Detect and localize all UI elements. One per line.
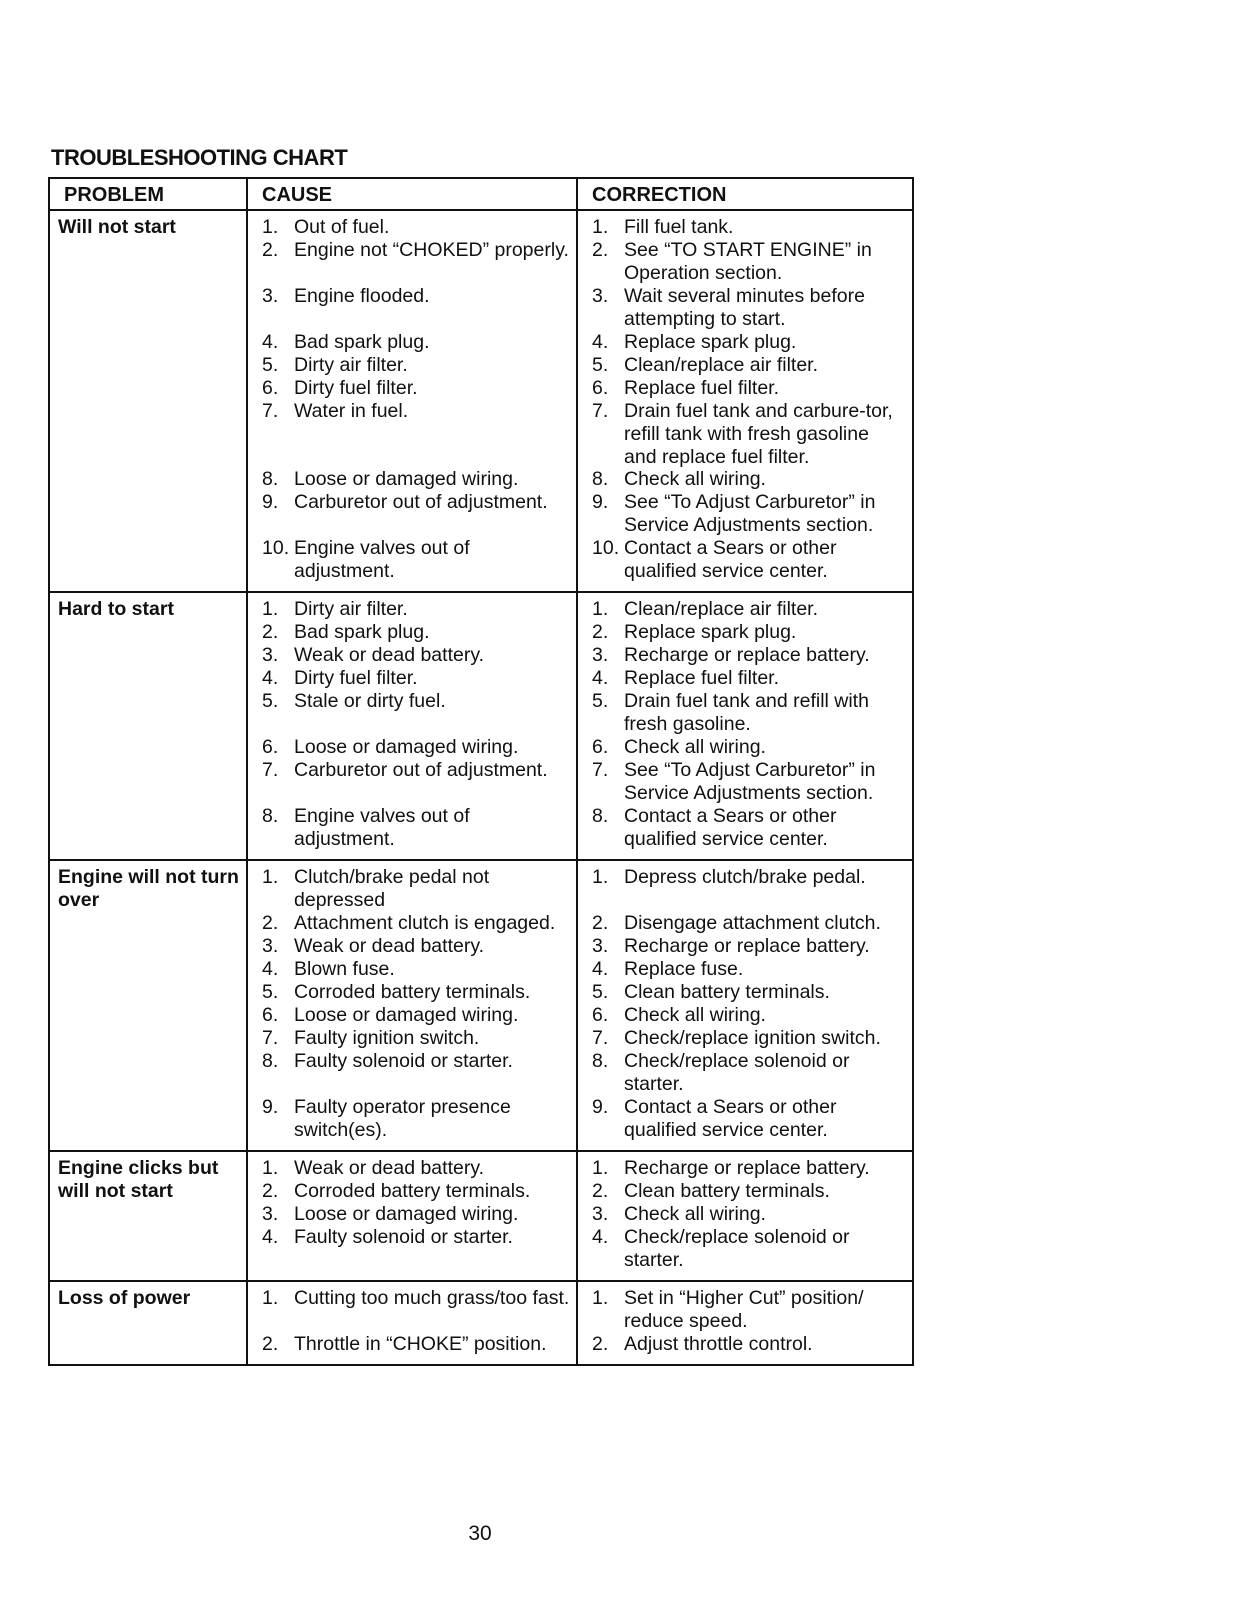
cause-cell	[247, 592, 577, 860]
item-number: 10.	[592, 537, 620, 560]
correction-text: Drain fuel tank and carbure-tor, refill tank with fresh gasoline and replace fuel filter.	[624, 400, 893, 468]
cause-text: Faulty ignition switch.	[294, 1027, 480, 1050]
header-cause: CAUSE	[247, 178, 577, 210]
cause-item	[256, 1203, 570, 1226]
item-number: 4.	[592, 1226, 609, 1249]
correction-list	[586, 216, 906, 583]
cause-cell	[247, 1151, 577, 1281]
correction-item	[586, 736, 906, 759]
item-number: 7.	[262, 400, 279, 422]
correction-text: Wait several minutes before attempting to start.	[624, 285, 865, 330]
header-row	[49, 178, 913, 210]
troubleshooting-table	[48, 177, 914, 1366]
cause-item	[256, 621, 570, 644]
cause-item	[256, 1226, 570, 1272]
cause-item	[256, 736, 570, 759]
problem-cell: Hard to start	[49, 592, 247, 860]
item-number: 2.	[592, 912, 609, 935]
item-number: 2.	[592, 1180, 609, 1203]
cause-text: Dirty fuel filter.	[294, 377, 418, 399]
item-number: 7.	[262, 1027, 279, 1050]
cause-list	[256, 598, 570, 851]
cause-cell	[247, 860, 577, 1151]
cause-text: Weak or dead battery.	[294, 935, 485, 958]
item-number: 5.	[262, 354, 279, 376]
correction-item	[586, 667, 906, 690]
cause-item	[256, 759, 570, 805]
correction-list	[586, 1287, 906, 1356]
cause-text: Loose or damaged wiring.	[294, 1004, 519, 1027]
item-number: 7.	[592, 400, 609, 422]
item-number: 1.	[262, 866, 279, 889]
correction-item	[586, 216, 906, 239]
correction-list	[586, 866, 906, 1142]
correction-item	[586, 866, 906, 912]
correction-text: Replace fuse.	[624, 958, 744, 981]
correction-item	[586, 1333, 906, 1356]
correction-item	[586, 935, 906, 958]
cause-text: Dirty air filter.	[294, 598, 408, 621]
correction-item	[586, 805, 906, 851]
correction-item	[586, 331, 906, 354]
cause-item	[256, 216, 570, 239]
item-number: 1.	[592, 216, 609, 238]
correction-text: Clean/replace air filter.	[624, 354, 819, 376]
correction-item	[586, 468, 906, 491]
header-problem: PROBLEM	[49, 178, 247, 210]
cause-text: Engine not “CHOKED” properly.	[294, 239, 569, 261]
item-number: 3.	[592, 644, 609, 667]
problem-cell: Loss of power	[49, 1281, 247, 1365]
item-number: 3.	[262, 285, 279, 307]
cause-item	[256, 1180, 570, 1203]
correction-text: Contact a Sears or other qualified service center.	[624, 1096, 837, 1142]
correction-text: Adjust throttle control.	[624, 1333, 813, 1356]
cause-list	[256, 1157, 570, 1272]
correction-text: Depress clutch/brake pedal.	[624, 866, 866, 889]
correction-cell	[577, 592, 913, 860]
correction-text: Check/replace ignition switch.	[624, 1027, 881, 1050]
item-number: 3.	[592, 1203, 609, 1226]
cause-list	[256, 1287, 570, 1356]
cause-item	[256, 491, 570, 537]
cause-item	[256, 667, 570, 690]
correction-text: Recharge or replace battery.	[624, 644, 870, 667]
cause-text: Engine valves out of adjustment.	[294, 537, 470, 582]
item-number: 5.	[592, 690, 609, 713]
item-number: 4.	[262, 958, 279, 981]
problem-cell: Will not start	[49, 210, 247, 592]
correction-text: Check all wiring.	[624, 1004, 766, 1027]
header-correction: CORRECTION	[577, 178, 913, 210]
correction-text: Check all wiring.	[624, 736, 766, 759]
item-number: 2.	[592, 239, 609, 261]
correction-item	[586, 1004, 906, 1027]
correction-item	[586, 1027, 906, 1050]
correction-cell	[577, 1151, 913, 1281]
item-number: 3.	[592, 285, 609, 307]
item-number: 6.	[592, 377, 609, 399]
correction-text: Disengage attachment clutch.	[624, 912, 881, 935]
problem-cell: Engine clicks but will not start	[49, 1151, 247, 1281]
correction-text: Check all wiring.	[624, 468, 766, 491]
correction-text: Check all wiring.	[624, 1203, 766, 1226]
correction-text: Contact a Sears or other qualified service center.	[624, 805, 837, 851]
item-number: 1.	[262, 598, 279, 621]
correction-item	[586, 1226, 906, 1272]
correction-item	[586, 1096, 906, 1142]
item-number: 5.	[592, 981, 609, 1004]
item-number: 10.	[262, 537, 290, 559]
cause-text: Out of fuel.	[294, 216, 390, 238]
item-number: 3.	[262, 1203, 279, 1226]
cause-text: Loose or damaged wiring.	[294, 468, 519, 490]
correction-item	[586, 1180, 906, 1203]
cause-text: Carburetor out of adjustment.	[294, 491, 548, 513]
cause-item	[256, 285, 570, 331]
cause-item	[256, 1287, 570, 1333]
item-number: 1.	[592, 598, 609, 621]
correction-text: Replace fuel filter.	[624, 667, 780, 690]
correction-text: Check/replace solenoid or starter.	[624, 1226, 850, 1272]
cause-text: Attachment clutch is engaged.	[294, 912, 556, 935]
cause-text: Water in fuel.	[294, 400, 409, 422]
item-number: 5.	[592, 354, 609, 376]
correction-item	[586, 239, 906, 285]
cause-item	[256, 1096, 570, 1142]
item-number: 1.	[592, 866, 609, 889]
item-number: 6.	[262, 1004, 279, 1027]
cause-item	[256, 1004, 570, 1027]
cause-text: Faulty operator presence switch(es).	[294, 1096, 511, 1142]
correction-text: Clean battery terminals.	[624, 981, 830, 1004]
cause-text: Stale or dirty fuel.	[294, 690, 446, 713]
cause-text: Loose or damaged wiring.	[294, 736, 519, 759]
item-number: 6.	[592, 736, 609, 759]
item-number: 2.	[592, 1333, 609, 1356]
cause-item	[256, 935, 570, 958]
cause-text: Corroded battery terminals.	[294, 981, 531, 1004]
correction-item	[586, 354, 906, 377]
item-number: 1.	[262, 1287, 279, 1310]
item-number: 4.	[592, 958, 609, 981]
cause-item	[256, 1050, 570, 1096]
cause-item	[256, 1333, 570, 1356]
cause-text: Clutch/brake pedal not depressed	[294, 866, 490, 912]
item-number: 2.	[262, 239, 279, 261]
item-number: 2.	[262, 1333, 279, 1356]
item-number: 2.	[262, 1180, 279, 1203]
cause-text: Faulty solenoid or starter.	[294, 1226, 513, 1249]
cause-item	[256, 400, 570, 468]
correction-text: Replace spark plug.	[624, 621, 797, 644]
correction-item	[586, 958, 906, 981]
cause-text: Engine flooded.	[294, 285, 430, 307]
item-number: 1.	[262, 1157, 279, 1180]
cause-item	[256, 866, 570, 912]
cause-item	[256, 644, 570, 667]
item-number: 9.	[262, 491, 279, 513]
item-number: 3.	[592, 935, 609, 958]
item-number: 7.	[262, 759, 279, 782]
cause-item	[256, 331, 570, 354]
item-number: 8.	[262, 468, 279, 490]
cause-item	[256, 1027, 570, 1050]
cause-text: Dirty air filter.	[294, 354, 408, 376]
cause-text: Blown fuse.	[294, 958, 395, 981]
cause-text: Throttle in “CHOKE” position.	[294, 1333, 547, 1356]
item-number: 9.	[592, 491, 609, 514]
item-number: 1.	[262, 216, 279, 238]
correction-item	[586, 912, 906, 935]
cause-item	[256, 958, 570, 981]
correction-item	[586, 1287, 906, 1333]
item-number: 2.	[592, 621, 609, 644]
cause-cell	[247, 1281, 577, 1365]
cause-item	[256, 537, 570, 583]
item-number: 6.	[592, 1004, 609, 1027]
cause-list	[256, 866, 570, 1142]
item-number: 8.	[592, 805, 609, 828]
cause-item	[256, 598, 570, 621]
correction-list	[586, 1157, 906, 1272]
correction-item	[586, 690, 906, 736]
item-number: 4.	[592, 331, 609, 353]
item-number: 5.	[262, 981, 279, 1004]
table-row	[49, 860, 913, 1151]
item-number: 1.	[592, 1287, 609, 1310]
correction-text: Check/replace solenoid or starter.	[624, 1050, 850, 1096]
cause-item	[256, 1157, 570, 1180]
correction-list	[586, 598, 906, 851]
item-number: 6.	[262, 736, 279, 759]
item-number: 7.	[592, 1027, 609, 1050]
cause-item	[256, 377, 570, 400]
item-number: 8.	[262, 1050, 279, 1073]
cause-item	[256, 354, 570, 377]
cause-item	[256, 690, 570, 736]
cause-item	[256, 981, 570, 1004]
cause-text: Faulty solenoid or starter.	[294, 1050, 513, 1073]
item-number: 6.	[262, 377, 279, 399]
correction-item	[586, 598, 906, 621]
correction-item	[586, 1050, 906, 1096]
cause-list	[256, 216, 570, 583]
correction-item	[586, 537, 906, 583]
item-number: 4.	[262, 667, 279, 690]
item-number: 3.	[262, 935, 279, 958]
item-number: 4.	[262, 331, 279, 353]
chart-title: TROUBLESHOOTING CHART	[51, 145, 348, 170]
table-row	[49, 210, 913, 592]
table-row	[49, 1151, 913, 1281]
cause-text: Weak or dead battery.	[294, 1157, 485, 1180]
item-number: 7.	[592, 759, 609, 782]
correction-item	[586, 491, 906, 537]
correction-text: See “To Adjust Carburetor” in Service Adjustments section.	[624, 759, 876, 805]
correction-item	[586, 644, 906, 667]
correction-item	[586, 1203, 906, 1226]
correction-text: Drain fuel tank and refill with fresh gasoline.	[624, 690, 869, 736]
item-number: 1.	[592, 1157, 609, 1180]
correction-cell	[577, 860, 913, 1151]
correction-text: Fill fuel tank.	[624, 216, 734, 238]
cause-text: Bad spark plug.	[294, 331, 430, 353]
page-number: 30	[468, 1522, 492, 1545]
correction-text: Replace fuel filter.	[624, 377, 780, 399]
item-number: 3.	[262, 644, 279, 667]
table-row	[49, 1281, 913, 1365]
correction-item	[586, 285, 906, 331]
correction-text: See “To Adjust Carburetor” in Service Adjustments section.	[624, 491, 876, 537]
item-number: 2.	[262, 621, 279, 644]
cause-text: Bad spark plug.	[294, 621, 430, 644]
cause-cell	[247, 210, 577, 592]
cause-item	[256, 468, 570, 491]
cause-item	[256, 239, 570, 285]
correction-text: Recharge or replace battery.	[624, 935, 870, 958]
cause-text: Carburetor out of adjustment.	[294, 759, 548, 782]
cause-item	[256, 912, 570, 935]
correction-cell	[577, 210, 913, 592]
correction-text: Set in “Higher Cut” position/ reduce speed.	[624, 1287, 864, 1333]
item-number: 8.	[592, 1050, 609, 1073]
cause-text: Corroded battery terminals.	[294, 1180, 531, 1203]
cause-item	[256, 805, 570, 851]
problem-cell: Engine will not turn over	[49, 860, 247, 1151]
correction-text: Clean/replace air filter.	[624, 598, 819, 621]
table-body	[49, 210, 913, 1365]
correction-text: Replace spark plug.	[624, 331, 797, 353]
correction-text: Clean battery terminals.	[624, 1180, 830, 1203]
cause-text: Cutting too much grass/too fast.	[294, 1287, 570, 1310]
correction-item	[586, 400, 906, 468]
item-number: 4.	[262, 1226, 279, 1249]
item-number: 9.	[592, 1096, 609, 1119]
cause-text: Dirty fuel filter.	[294, 667, 418, 690]
correction-text: Contact a Sears or other qualified service center.	[624, 537, 837, 583]
correction-text: Recharge or replace battery.	[624, 1157, 870, 1180]
item-number: 4.	[592, 667, 609, 690]
item-number: 2.	[262, 912, 279, 935]
correction-item	[586, 981, 906, 1004]
correction-item	[586, 621, 906, 644]
cause-text: Engine valves out of adjustment.	[294, 805, 470, 851]
correction-item	[586, 759, 906, 805]
correction-cell	[577, 1281, 913, 1365]
cause-text: Loose or damaged wiring.	[294, 1203, 519, 1226]
correction-text: See “TO START ENGINE” in Operation section.	[624, 239, 872, 284]
table-row	[49, 592, 913, 860]
item-number: 5.	[262, 690, 279, 713]
cause-text: Weak or dead battery.	[294, 644, 485, 667]
item-number: 9.	[262, 1096, 279, 1119]
item-number: 8.	[262, 805, 279, 828]
item-number: 8.	[592, 468, 609, 491]
correction-item	[586, 377, 906, 400]
correction-item	[586, 1157, 906, 1180]
